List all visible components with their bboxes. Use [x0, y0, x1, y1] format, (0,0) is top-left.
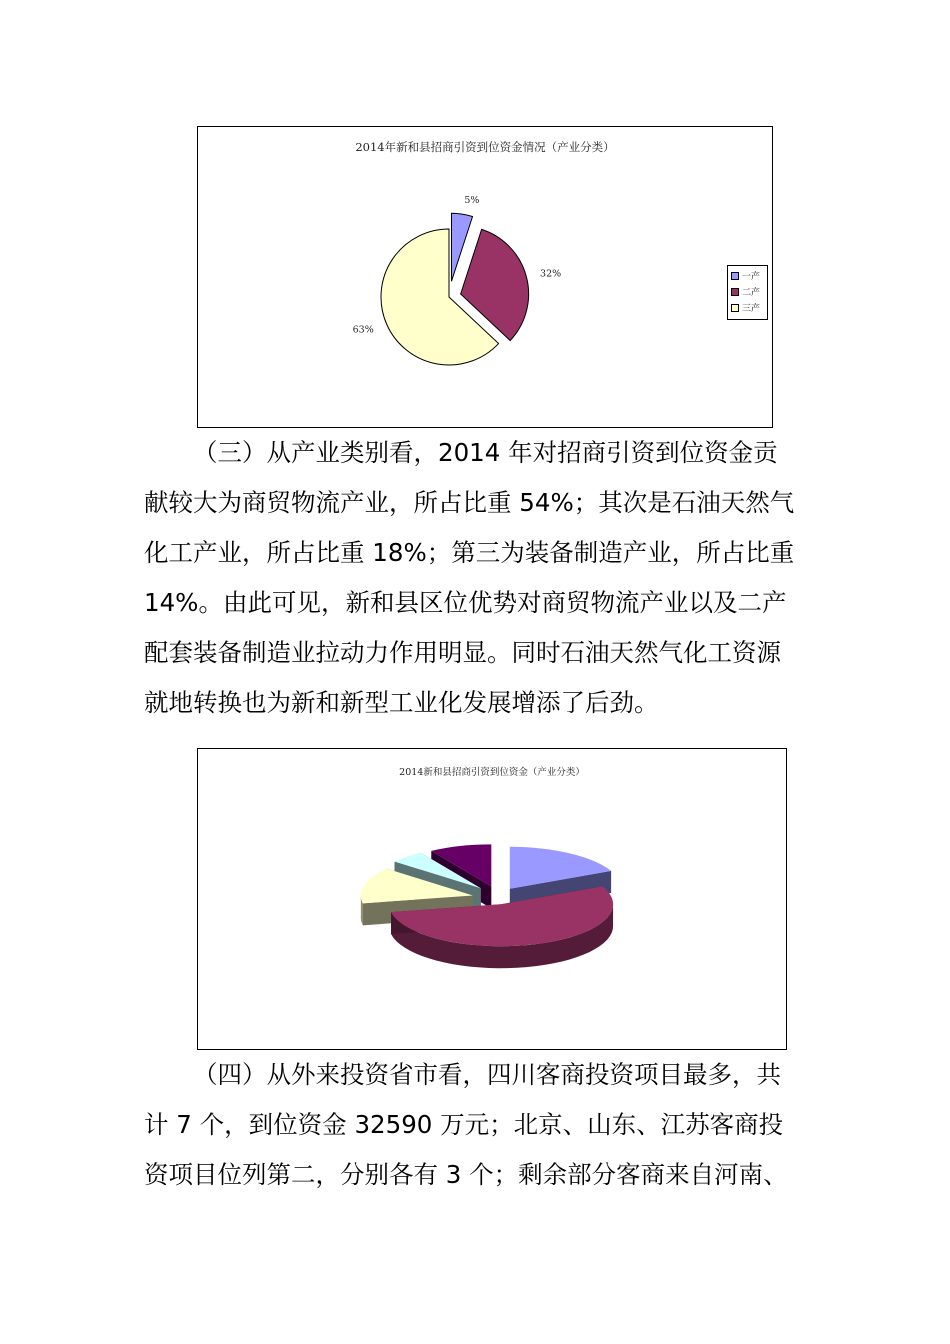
legend-swatch	[731, 304, 739, 312]
chart-industry-2d-pie	[197, 126, 773, 428]
text-line: 就地转换也为新和新型工业化发展增添了后劲。	[144, 688, 659, 717]
legend-swatch	[731, 288, 739, 296]
text-line: 14%。由此可见，新和县区位优势对商贸物流产业以及二产	[144, 588, 787, 617]
paragraph-investor-origin	[144, 1050, 834, 1200]
data-label: 32%	[540, 268, 562, 280]
text-line: 化工产业，所占比重 18%；第三为装备制造产业，所占比重	[144, 538, 795, 567]
text-line: 计 7 个，到位资金 32590 万元；北京、山东、江苏客商投	[144, 1110, 784, 1139]
text-line: （三）从产业类别看，2014 年对招商引资到位资金贡	[193, 438, 778, 467]
text-line: （四）从外来投资省市看，四川客商投资项目最多，共	[193, 1060, 781, 1089]
chart1-title: 2014年新和县招商引资到位资金情况（产业分类）	[355, 140, 615, 154]
legend-label: 三产	[742, 304, 761, 314]
chart2-plot	[198, 749, 788, 1051]
paragraph-industry-analysis	[144, 428, 834, 728]
chart-industry-3d-pie	[197, 748, 787, 1050]
chart2-title: 2014新和县招商引资到位资金（产业分类）	[399, 767, 585, 778]
legend-item-tertiary	[731, 302, 760, 316]
data-label: 63%	[352, 324, 374, 336]
text-line: 配套装备制造业拉动力作用明显。同时石油天然气化工资源	[144, 638, 781, 667]
legend-label: 一产	[742, 272, 761, 282]
chart1-legend	[727, 265, 768, 320]
legend-label: 二产	[742, 288, 761, 298]
data-label: 5%	[464, 195, 480, 207]
text-line: 资项目位列第二，分别各有 3 个；剩余部分客商来自河南、	[144, 1160, 788, 1189]
legend-item-secondary	[731, 286, 760, 300]
text-line: 献较大为商贸物流产业，所占比重 54%；其次是石油天然气	[144, 488, 795, 517]
legend-swatch	[731, 272, 739, 280]
chart1-plot	[198, 127, 774, 429]
legend-item-primary	[731, 270, 760, 284]
